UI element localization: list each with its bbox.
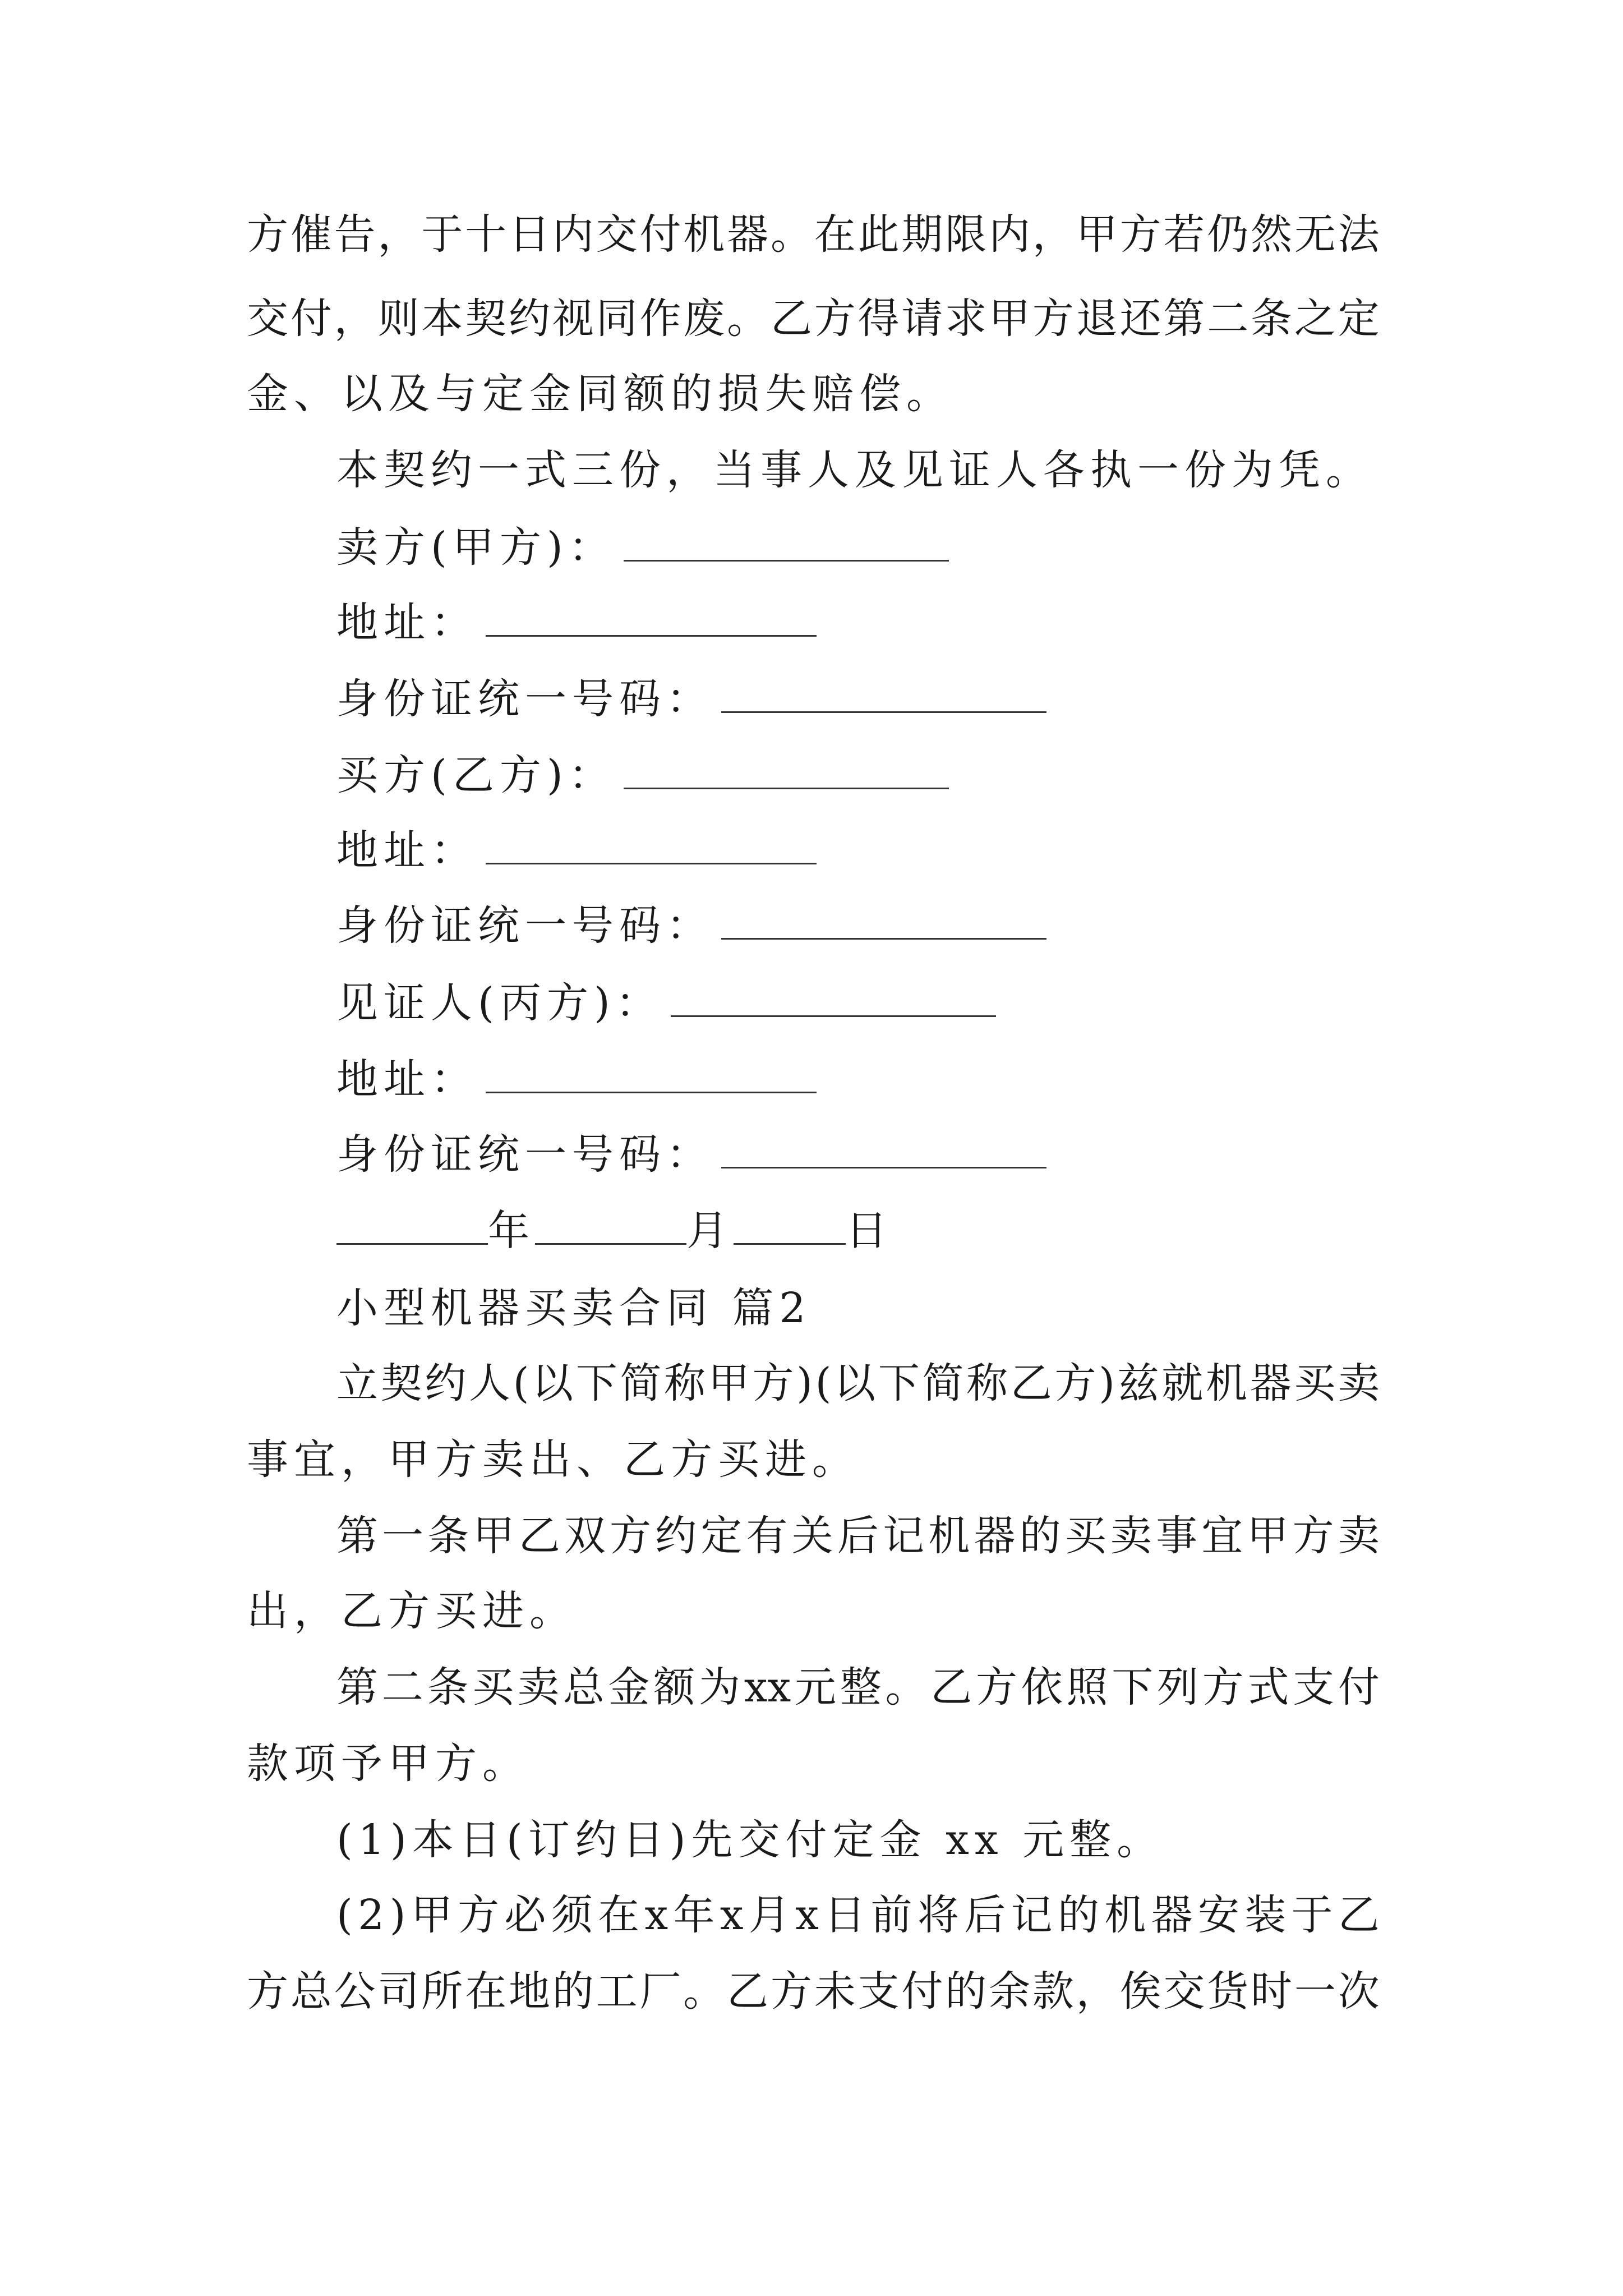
seller-address-field [336, 595, 817, 651]
paragraph-line [336, 1887, 1380, 1943]
glyph: 装 [1244, 1891, 1287, 1939]
glyph: 告 [334, 210, 376, 259]
glyph: 器 [1151, 1891, 1193, 1939]
glyph: 记 [1011, 1891, 1053, 1939]
glyph: 支 [857, 1967, 900, 2016]
year-blank [336, 1203, 488, 1245]
paragraph-line [336, 1355, 1380, 1411]
glyph: 第 [1163, 295, 1205, 343]
glyph: ， [334, 295, 376, 343]
glyph: 视 [552, 295, 594, 343]
glyph: 第 [336, 1663, 378, 1711]
glyph: 买 [1064, 1512, 1106, 1560]
glyph: ， [1032, 210, 1074, 259]
glyph: 未 [814, 1967, 856, 2016]
glyph: 兹 [1117, 1359, 1159, 1407]
glyph: 总 [562, 1663, 605, 1711]
glyph: 的 [552, 1967, 594, 2016]
year-label: 年 [488, 1207, 535, 1255]
glyph: 列 [1156, 1663, 1198, 1711]
glyph: 约 [508, 295, 550, 343]
glyph: 然 [1251, 210, 1293, 259]
glyph: 的 [1019, 1512, 1061, 1560]
glyph: ) [1099, 1359, 1115, 1407]
glyph: 甲 [1076, 210, 1118, 259]
glyph: 后 [837, 1512, 879, 1560]
glyph: 方 [610, 1512, 652, 1560]
glyph: 前 [870, 1891, 912, 1939]
glyph: 方 [458, 1891, 500, 1939]
paragraph-line: (1)本日(订约日)先交付定金 xx 元整。 [336, 1816, 1164, 1864]
glyph: 定 [700, 1512, 743, 1560]
glyph: 机 [928, 1512, 970, 1560]
glyph: 依 [1021, 1663, 1063, 1711]
glyph: 月 [748, 1891, 790, 1939]
glyph: 司 [377, 1967, 419, 2016]
signature-blank [671, 975, 996, 1017]
glyph: 乙 [518, 1512, 560, 1560]
glyph: 下 [878, 1359, 920, 1407]
glyph: 下 [1112, 1663, 1154, 1711]
glyph: 十 [465, 210, 507, 259]
glyph: 契 [465, 295, 507, 343]
glyph: 条 [427, 1663, 469, 1711]
glyph: 乙 [770, 295, 812, 343]
glyph: 记 [883, 1512, 925, 1560]
section-title: 小型机器买卖合同 篇2 [336, 1284, 811, 1332]
glyph: 方 [814, 295, 856, 343]
glyph: 宜 [1201, 1512, 1243, 1560]
glyph: 方 [1202, 1663, 1244, 1711]
glyph: 日 [824, 1891, 866, 1939]
glyph: 金 [608, 1663, 650, 1711]
field-label: 身份证统一号码： [336, 675, 713, 723]
glyph: 照 [1066, 1663, 1108, 1711]
glyph: 二 [381, 1663, 423, 1711]
glyph: 将 [917, 1891, 959, 1939]
glyph: 乙 [1010, 1359, 1052, 1407]
field-label: 地址： [336, 1055, 478, 1103]
glyph: 为 [699, 1663, 740, 1711]
glyph: ( [513, 1359, 529, 1407]
signature-blank [486, 1051, 817, 1093]
glyph: 机 [1104, 1891, 1146, 1939]
glyph: 一 [1294, 1967, 1336, 2016]
glyph: 方 [1032, 295, 1074, 343]
glyph: 称 [664, 1359, 706, 1407]
glyph: 得 [857, 295, 900, 343]
glyph: 机 [1205, 1359, 1247, 1407]
glyph: 须 [551, 1891, 593, 1939]
glyph: 年 [673, 1891, 715, 1939]
glyph: 催 [290, 210, 332, 259]
witness-field [336, 975, 996, 1031]
buyer-address-field [336, 822, 817, 878]
glyph: 在 [814, 210, 856, 259]
glyph: 交 [596, 210, 638, 259]
glyph: ， [1076, 1967, 1118, 2016]
glyph: 必 [504, 1891, 546, 1939]
glyph: 第 [336, 1512, 378, 1560]
glyph: 方 [1054, 1359, 1096, 1407]
glyph: 卖 [1338, 1512, 1380, 1560]
field-label: 地址： [336, 826, 478, 875]
glyph: 于 [421, 210, 463, 259]
glyph: 下 [575, 1359, 617, 1407]
paragraph-copies: 本契约一式三份，当事人及见证人各执一份为凭。 [336, 446, 1373, 494]
glyph: 本 [421, 295, 463, 343]
glyph: 甲 [473, 1512, 515, 1560]
field-label: 身份证统一号码： [336, 901, 713, 950]
signature-blank [486, 822, 817, 864]
glyph: 支 [1293, 1663, 1335, 1711]
glyph: 俟 [1119, 1967, 1161, 2016]
glyph: 方 [247, 1967, 288, 2016]
glyph: 甲 [989, 295, 1031, 343]
glyph: 方 [1292, 1512, 1334, 1560]
witness-id-field [336, 1126, 1046, 1182]
buyer-field [336, 747, 949, 803]
glyph: 乙 [930, 1663, 972, 1711]
glyph: 人 [468, 1359, 510, 1407]
glyph: 乙 [1338, 1891, 1380, 1939]
glyph: x [720, 1891, 744, 1939]
glyph: 作 [639, 295, 681, 343]
glyph: 内 [989, 210, 1031, 259]
glyph: 有 [746, 1512, 788, 1560]
field-label: 地址： [336, 599, 478, 647]
glyph: 所 [421, 1967, 463, 2016]
glyph: 关 [791, 1512, 833, 1560]
glyph: 器 [974, 1512, 1016, 1560]
glyph: 约 [655, 1512, 697, 1560]
witness-address-field [336, 1051, 817, 1107]
signature-blank [624, 747, 949, 789]
glyph: 请 [901, 295, 943, 343]
glyph: 条 [1251, 295, 1293, 343]
glyph: 地 [508, 1967, 550, 2016]
glyph: 次 [1338, 1967, 1380, 2016]
glyph: 交 [247, 295, 288, 343]
glyph: 方 [975, 1663, 1017, 1711]
glyph: 额 [653, 1663, 695, 1711]
glyph: 双 [564, 1512, 606, 1560]
glyph: 方 [752, 1359, 794, 1407]
glyph: 则 [377, 295, 419, 343]
glyph: 。 [770, 210, 812, 259]
glyph: 余 [989, 1967, 1031, 2016]
glyph: 方 [770, 1967, 812, 2016]
glyph: 法 [1338, 210, 1380, 259]
glyph: xx [744, 1663, 791, 1711]
paragraph-line [247, 291, 1380, 347]
buyer-id-field [336, 898, 1046, 954]
paragraph-line: 金、以及与定金同额的损失赔偿。 [247, 370, 953, 418]
paragraph-line: 款项予甲方。 [247, 1740, 529, 1788]
glyph: 工 [596, 1967, 638, 2016]
glyph: 2 [358, 1891, 385, 1939]
glyph: 买 [472, 1663, 514, 1711]
glyph: 的 [945, 1967, 987, 2016]
glyph: 期 [901, 210, 943, 259]
glyph: 付 [901, 1967, 943, 2016]
month-blank [535, 1203, 686, 1245]
glyph: 之 [1294, 295, 1336, 343]
glyph: 机 [683, 210, 725, 259]
glyph: 器 [727, 210, 769, 259]
glyph: 卖 [1110, 1512, 1152, 1560]
glyph: 。 [885, 1663, 927, 1711]
glyph: 就 [1161, 1359, 1204, 1407]
glyph: 公 [334, 1967, 376, 2016]
glyph: 款 [1032, 1967, 1074, 2016]
glyph: ( [336, 1891, 353, 1939]
glyph: 于 [1291, 1891, 1333, 1939]
glyph: 二 [1207, 295, 1249, 343]
glyph: 付 [639, 210, 681, 259]
glyph: 在 [598, 1891, 640, 1939]
glyph: ) [389, 1891, 406, 1939]
date-line [336, 1203, 893, 1259]
glyph: 限 [945, 210, 987, 259]
glyph: 同 [596, 295, 638, 343]
field-label: 卖方(甲方)： [336, 523, 616, 572]
paragraph-line [336, 1508, 1380, 1564]
glyph: 方 [247, 210, 288, 259]
glyph: 货 [1207, 1967, 1249, 2016]
glyph: 契 [380, 1359, 422, 1407]
glyph: 总 [290, 1967, 332, 2016]
glyph: 后 [964, 1891, 1006, 1939]
glyph: 甲 [1247, 1512, 1289, 1560]
glyph: x [644, 1891, 668, 1939]
glyph: 定 [1338, 295, 1380, 343]
paragraph-line [247, 206, 1380, 263]
glyph: 仍 [1207, 210, 1249, 259]
glyph: 时 [1251, 1967, 1293, 2016]
glyph: ( [815, 1359, 832, 1407]
field-label: 身份证统一号码： [336, 1130, 713, 1179]
glyph: 以 [532, 1359, 574, 1407]
glyph: 事 [1156, 1512, 1198, 1560]
glyph: 方 [1119, 210, 1161, 259]
glyph: 的 [1057, 1891, 1099, 1939]
glyph: 退 [1076, 295, 1118, 343]
glyph: 。 [727, 295, 769, 343]
glyph: 内 [552, 210, 594, 259]
glyph: 。 [683, 1967, 725, 2016]
glyph: 厂 [639, 1967, 681, 2016]
day-blank [734, 1203, 846, 1245]
signature-blank [624, 519, 949, 562]
glyph: 废 [683, 295, 725, 343]
month-label: 月 [686, 1207, 734, 1255]
signature-blank [721, 1126, 1046, 1168]
glyph: 卖 [1338, 1359, 1380, 1407]
paragraph-line [247, 1963, 1380, 2019]
day-label: 日 [846, 1207, 893, 1255]
glyph: 元 [794, 1663, 836, 1711]
glyph: 求 [945, 295, 987, 343]
glyph: ) [796, 1359, 813, 1407]
glyph: 条 [427, 1512, 469, 1560]
glyph: 甲 [708, 1359, 750, 1407]
signature-blank [721, 671, 1046, 713]
glyph: 约 [425, 1359, 467, 1407]
paragraph-line: 事宜，甲方卖出、乙方买进。 [247, 1435, 859, 1484]
glyph: 还 [1119, 295, 1161, 343]
glyph: 一 [382, 1512, 424, 1560]
glyph: 付 [290, 295, 332, 343]
glyph: 以 [834, 1359, 876, 1407]
glyph: 付 [1338, 1663, 1380, 1711]
glyph: 买 [1294, 1359, 1336, 1407]
glyph: x [795, 1891, 819, 1939]
signature-blank [721, 898, 1046, 940]
paragraph-line [336, 1659, 1380, 1715]
paragraph-line: 出，乙方买进。 [247, 1587, 577, 1635]
glyph: 卖 [518, 1663, 559, 1711]
glyph: 安 [1197, 1891, 1239, 1939]
glyph: 交 [1163, 1967, 1205, 2016]
signature-blank [486, 595, 817, 637]
field-label: 买方(乙方)： [336, 751, 616, 799]
glyph: 简 [620, 1359, 662, 1407]
glyph: 若 [1163, 210, 1205, 259]
seller-field [336, 519, 949, 576]
glyph: 无 [1294, 210, 1336, 259]
glyph: ， [377, 210, 419, 259]
glyph: 此 [857, 210, 900, 259]
glyph: 日 [508, 210, 550, 259]
glyph: 甲 [411, 1891, 453, 1939]
glyph: 器 [1249, 1359, 1292, 1407]
glyph: 在 [465, 1967, 507, 2016]
glyph: 整 [840, 1663, 882, 1711]
glyph: 乙 [727, 1967, 769, 2016]
glyph: 立 [336, 1359, 378, 1407]
glyph: 简 [922, 1359, 964, 1407]
seller-id-field [336, 671, 1046, 727]
glyph: 式 [1247, 1663, 1289, 1711]
field-label: 见证人(丙方)： [336, 979, 663, 1027]
glyph: 称 [966, 1359, 1008, 1407]
